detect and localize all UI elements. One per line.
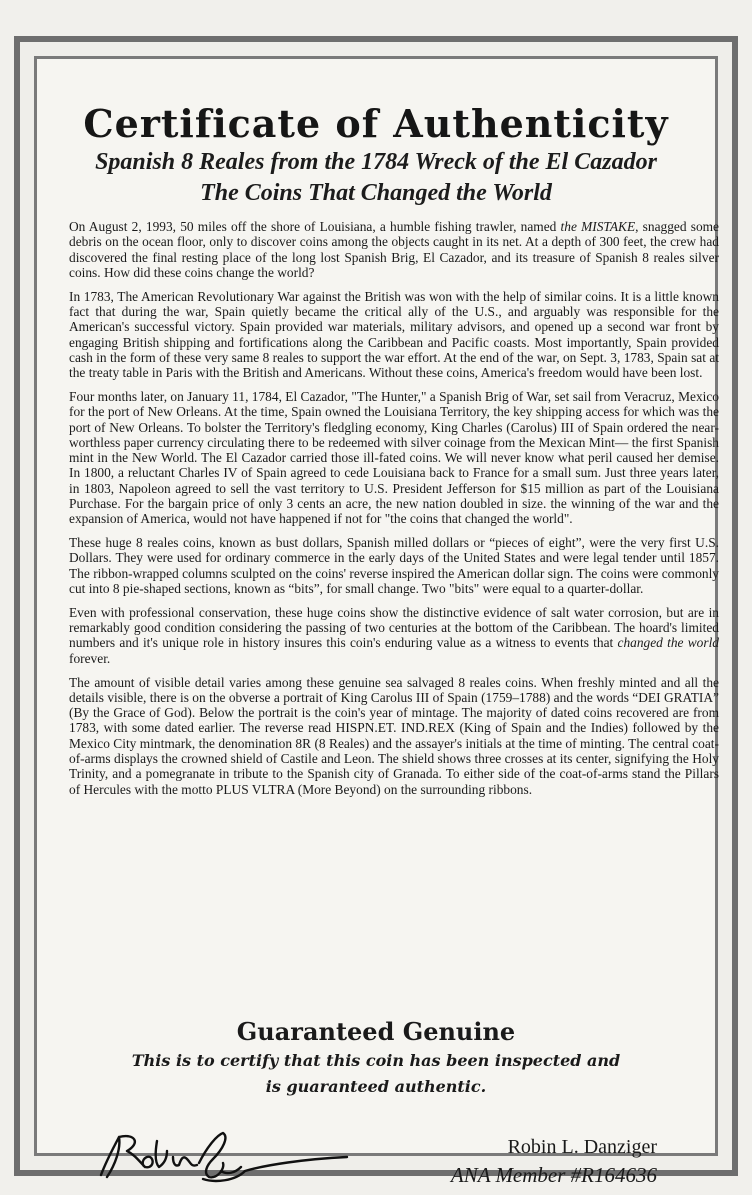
paragraph-discovery: On August 2, 1993, 50 miles off the shore of Louisiana, a humble fishing trawler, named the MISTAKE, snagged some debris on the ocean floor, only to discover coins among the objects caught in its net. At a depth of 300 feet, the crew had discovered the final resting place of the long lost Spanish Brig, El Cazador, and its treasure of Spanish 8 reales silver coins. How did these coins change the world?: [69, 219, 719, 280]
paragraph-bust-dollars: These huge 8 reales coins, known as bust dollars, Spanish milled dollars or “pieces of eight”, were the very first U.S. Dollars. They were used for ordinary commerce in the early days of the United States and were legal tender until 1857. The ribbon-wrapped columns sculpted on the coins' reverse inspired the American dollar sign. The coins were commonly cut into 8 pie-shaped sections, known as “bits”, for small change. Two "bits" were equal to a quarter-dollar.: [69, 535, 719, 597]
certificate-subtitle: Spanish 8 Reales from the 1784 Wreck of the El Cazador: [95, 149, 657, 175]
certificate-outer-border: [14, 36, 738, 1187]
certificate-inner-border: [34, 56, 720, 1187]
ship-name: the MISTAKE: [560, 219, 636, 234]
certificate-body: [69, 219, 719, 805]
certificate-title: Certificate of Authenticity: [83, 101, 669, 146]
guarantee-heading: Guaranteed Genuine: [236, 1017, 516, 1046]
certificate-tagline: The Coins That Changed the World: [200, 180, 552, 206]
paragraph-voyage: Four months later, on January 11, 1784, El Cazador, "The Hunter," a Spanish Brig of War, set sail from Veracruz, Mexico for the port of New Orleans. At the time, Spain owned the Louisiana Territory, the key shipping access for which was the port of New Orleans. To bolster the Territory's fledgling economy, King Charles (Carolus) III of Spain ordered the near-worthless paper currency circulating there to be redeemed with silver coinage from the Mexican Mint— the first Spanish mint in the New World. The El Cazador carried those ill-fated coins. We will never know what peril caused her demise. In 1800, a reluctant Charles IV of Spain agreed to cede Louisiana back to France for a small sum. Just three years later, in 1803, Napoleon agreed to sell the vast territory to U.S. President Jefferson for $15 million as part of the Louisiana Purchase. For the bargain price of only 3 cents an acre, the new nation doubled in size. the winning of the war and the expansion of America, would not have happened if not for "the coins that changed the world".: [69, 388, 719, 527]
handwritten-signature: [95, 1119, 355, 1195]
signer-membership: ANA Member #R164636: [450, 1163, 657, 1187]
guarantee-statement-line-2: is guaranteed authentic.: [265, 1077, 487, 1096]
guarantee-statement-line-1: This is to certify that this coin has been inspected and: [131, 1051, 621, 1070]
paragraph-coin-details: The amount of visible detail varies among these genuine sea salvaged 8 reales coins. When freshly minted and all the details visible, there is on the obverse a portrait of King Carolus III of Spain (1759–1788) and the words “DEI GRATIA” (By the Grace of God). Below the portrait is the coin's year of mintage. The majority of dated coins recovered are from 1783, with some dated earlier. The reverse read HISPN.ET. IND.REX (King of Spain and the Indies) followed by the Mexico City mintmark, the denomination 8R (8 Reales) and the assayer's initials at the time of minting. The central coat-of-arms displays the crowned shield of Castile and Leon. The shield shows three crosses at its center, signifying the Holy Trinity, and a pomegranate in tribute to the Spanish city of Granada. To either side of the coat-of-arms stand the Pillars of Hercules with the motto PLUS VLTRA (More Beyond) on the surrounding ribbons.: [69, 674, 719, 797]
signer-name: Robin L. Danziger: [507, 1136, 657, 1158]
paragraph-condition: Even with professional conservation, these huge coins show the distinctive evidence of salt water corrosion, but are in remarkably good condition considering the passing of two centuries at the bottom of the Caribbean. The hoard's limited numbers and it's unique role in history insures this coin's enduring value as a witness to events that changed the world forever.: [69, 604, 720, 666]
paragraph-revolutionary-war: In 1783, The American Revolutionary War against the British was won with the help of similar coins. It is a little known fact that during the war, Spain quietly became the critical ally of the U.S., and arguably was responsible for the American's successful victory. Spain provided war materials, military advisors, and opened up a second war front by engaging British shipping and fortifications along the Caribbean and Pacific coasts. Most importantly, Spain provided cash in the form of these very same 8 reales to support the war effort. At the end of the war, on Sept. 3, 1783, Spain sat at the treaty table in Paris with the British and Americans. Without these coins, America's freedom would have been lost.: [69, 288, 719, 381]
